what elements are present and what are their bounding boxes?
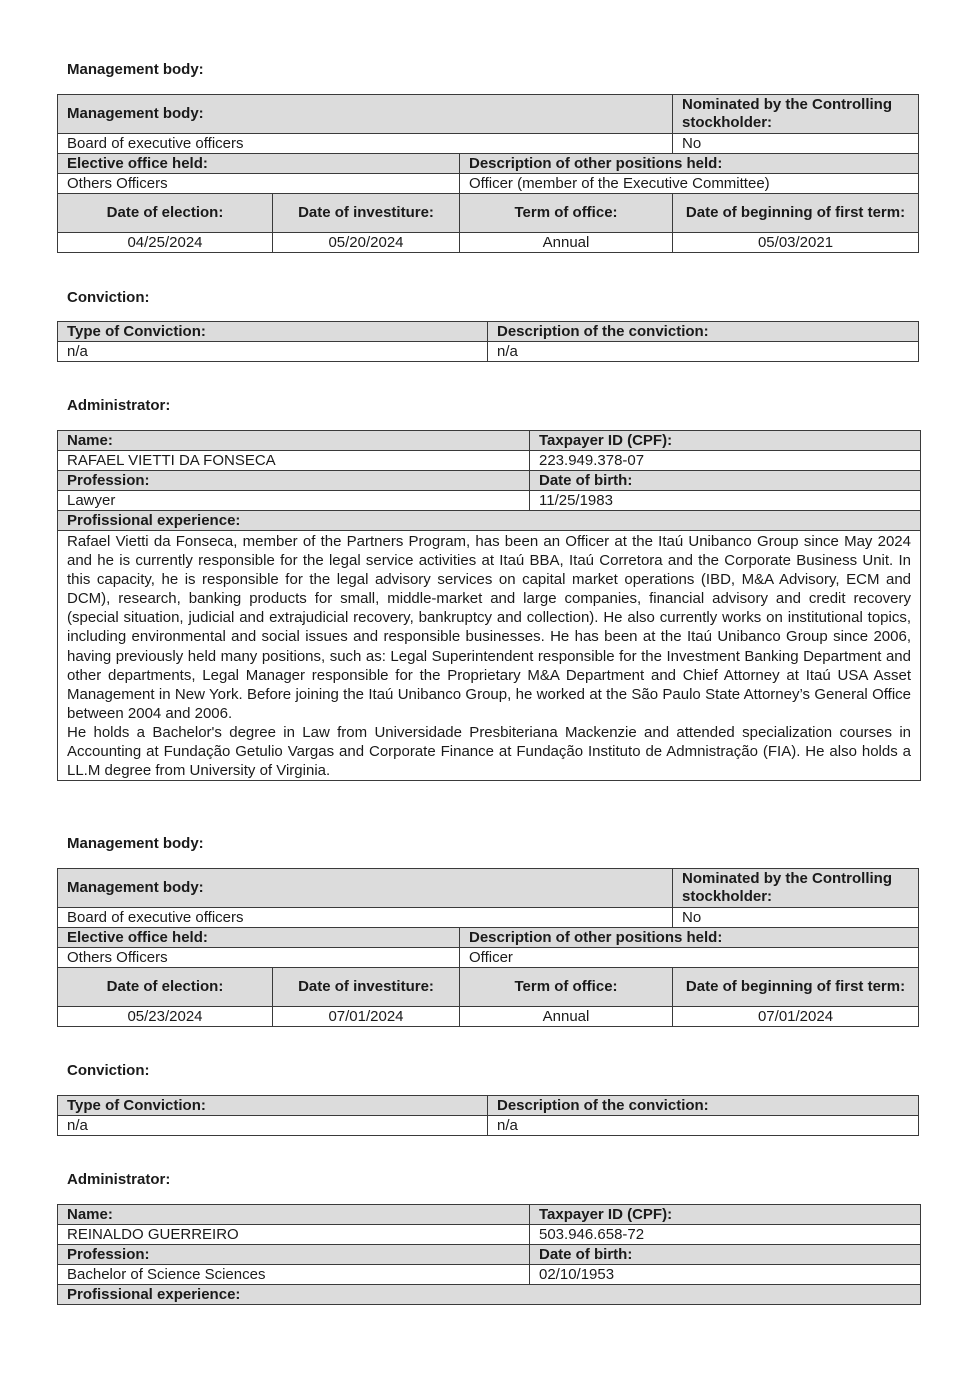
profession-label: Profession:	[58, 1245, 530, 1265]
management-heading: Management body:	[67, 61, 204, 78]
first-term-label: Date of beginning of first term:	[673, 968, 919, 1007]
term: Annual	[460, 233, 673, 253]
other-positions-value: Officer (member of the Executive Committee)	[460, 174, 919, 194]
cpf-label: Taxpayer ID (CPF):	[530, 1205, 921, 1225]
date-investiture-label: Date of investiture:	[273, 968, 460, 1007]
first-term: 05/03/2021	[673, 233, 919, 253]
date-investiture: 07/01/2024	[273, 1007, 460, 1027]
experience-label: Profissional experience:	[58, 511, 921, 531]
name-label: Name:	[58, 431, 530, 451]
mgmt-value: Board of executive officers	[58, 134, 673, 154]
management-heading: Management body:	[67, 835, 204, 852]
conviction-type-label: Type of Conviction:	[58, 1096, 488, 1116]
date-election: 05/23/2024	[58, 1007, 273, 1027]
profession-label: Profession:	[58, 471, 530, 491]
administrator-table	[57, 430, 920, 781]
date-election-label: Date of election:	[58, 194, 273, 233]
birth-label: Date of birth:	[530, 1245, 921, 1265]
admin-cpf: 503.946.658-72	[530, 1225, 921, 1245]
nominated-label: Nominated by the Controlling stockholder:	[673, 869, 919, 908]
admin-profession: Lawyer	[58, 491, 530, 511]
cpf-label: Taxpayer ID (CPF):	[530, 431, 921, 451]
admin-name: RAFAEL VIETTI DA FONSECA	[58, 451, 530, 471]
admin-birth: 02/10/1953	[530, 1265, 921, 1285]
conviction-desc: n/a	[488, 342, 919, 362]
admin-birth: 11/25/1983	[530, 491, 921, 511]
conviction-heading: Conviction:	[67, 289, 150, 306]
admin-name: REINALDO GUERREIRO	[58, 1225, 530, 1245]
nominated-value: No	[673, 908, 919, 928]
term: Annual	[460, 1007, 673, 1027]
nominated-value: No	[673, 134, 919, 154]
admin-profession: Bachelor of Science Sciences	[58, 1265, 530, 1285]
elective-label: Elective office held:	[58, 154, 460, 174]
mgmt-label: Management body:	[58, 95, 673, 134]
conviction-table	[57, 321, 918, 362]
date-investiture-label: Date of investiture:	[273, 194, 460, 233]
date-investiture: 05/20/2024	[273, 233, 460, 253]
birth-label: Date of birth:	[530, 471, 921, 491]
experience-paragraph: Rafael Vietti da Fonseca, member of the Partners Program, has been an Officer at the Itaú Unibanco Group since May 2024 and he is currently responsible for the legal service activities at Itaú BBA, Itaú Corretora and the Corporate Business Unit. In this capacity, he is responsible for the legal advisory services on capital market operations (IBD, M&A Advisory, ECM and DCM), research, banking products for small, middle-market and large companies, financial advisory and credit recovery (special situation, judicial and extrajudicial recovery, bankruptcy and collection). He also currently works on institutional topics, including environmental and social issues and responsible businesses. He has been at the Itaú Unibanco Group since 2006, having previously held many positions, such as: Legal Superintendent responsible for the Investment Banking Department and other departments, Legal Manager responsible for the Proprietary M&A Department and Chief Attorney at Itaú USA Asset Management in New York. Before joining the Itaú Unibanco Group, he worked at the São Paulo State Attorney’s General Office between 2004 and 2006.	[67, 533, 911, 722]
administrator-heading: Administrator:	[67, 1171, 171, 1188]
other-positions-value: Officer	[460, 948, 919, 968]
date-election: 04/25/2024	[58, 233, 273, 253]
experience-label: Profissional experience:	[58, 1285, 921, 1305]
conviction-table	[57, 1095, 918, 1136]
administrator-heading: Administrator:	[67, 397, 171, 414]
first-term: 07/01/2024	[673, 1007, 919, 1027]
elective-label: Elective office held:	[58, 928, 460, 948]
elective-value: Others Officers	[58, 948, 460, 968]
elective-value: Others Officers	[58, 174, 460, 194]
mgmt-value: Board of executive officers	[58, 908, 673, 928]
conviction-desc-label: Description of the conviction:	[488, 1096, 919, 1116]
mgmt-label: Management body:	[58, 869, 673, 908]
term-label: Term of office:	[460, 968, 673, 1007]
other-positions-label: Description of other positions held:	[460, 928, 919, 948]
management-table	[57, 868, 918, 1027]
conviction-type-label: Type of Conviction:	[58, 322, 488, 342]
administrator-table	[57, 1204, 920, 1305]
first-term-label: Date of beginning of first term:	[673, 194, 919, 233]
management-table	[57, 94, 918, 253]
experience-text	[58, 531, 921, 781]
conviction-type: n/a	[58, 342, 488, 362]
date-election-label: Date of election:	[58, 968, 273, 1007]
nominated-label: Nominated by the Controlling stockholder:	[673, 95, 919, 134]
conviction-type: n/a	[58, 1116, 488, 1136]
admin-cpf: 223.949.378-07	[530, 451, 921, 471]
conviction-desc-label: Description of the conviction:	[488, 322, 919, 342]
term-label: Term of office:	[460, 194, 673, 233]
other-positions-label: Description of other positions held:	[460, 154, 919, 174]
experience-paragraph: He holds a Bachelor's degree in Law from Universidade Presbiteriana Mackenzie and attended specialization courses in Accounting at Fundação Getulio Vargas and Corporate Finance at Fundação Instituto de Admnistração (FIA). He also holds a LL.M degree from University of Virginia.	[67, 723, 911, 780]
name-label: Name:	[58, 1205, 530, 1225]
conviction-desc: n/a	[488, 1116, 919, 1136]
conviction-heading: Conviction:	[67, 1062, 150, 1079]
